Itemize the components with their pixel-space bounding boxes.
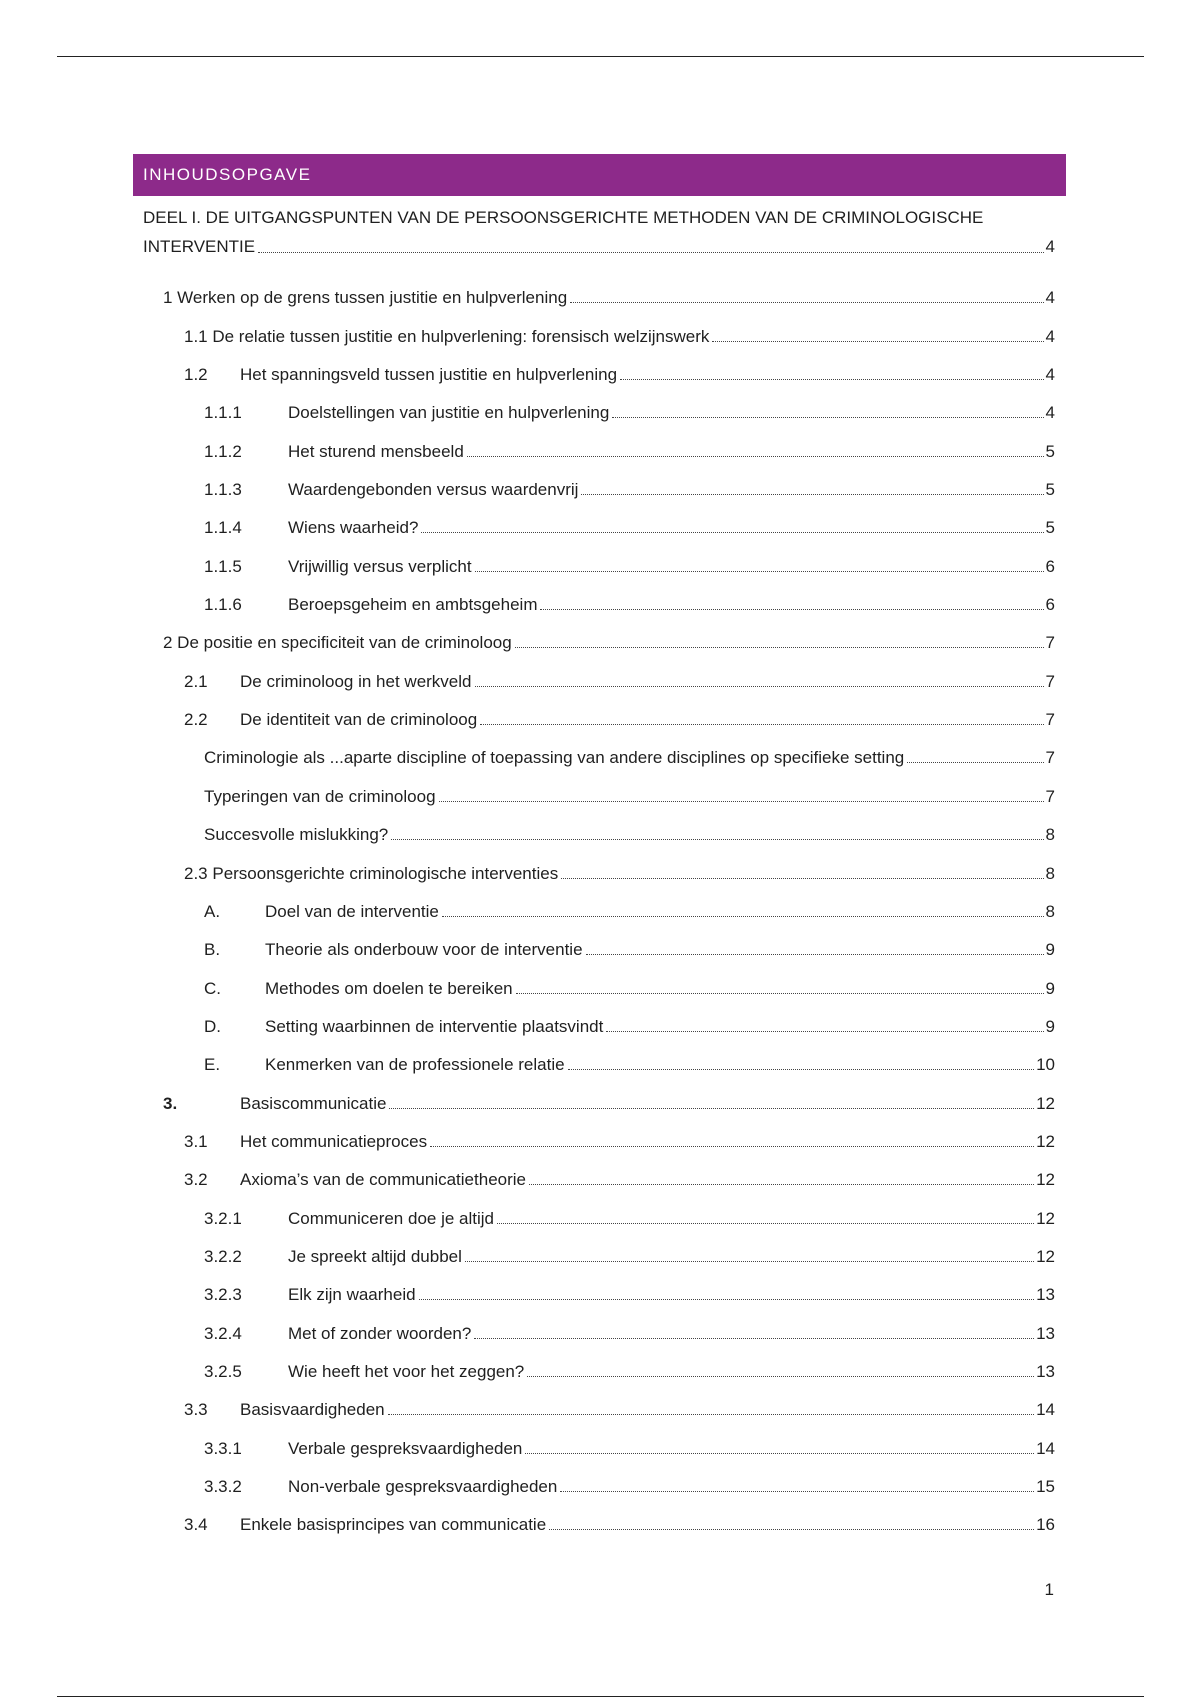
dot-leader <box>568 1069 1035 1070</box>
toc-heading <box>133 154 1066 196</box>
toc-entry[interactable] <box>143 347 1055 385</box>
dot-leader <box>586 954 1044 955</box>
toc-entry-page: 12 <box>1036 1170 1055 1190</box>
toc-entry-title: De criminoloog in het werkveld <box>240 671 472 691</box>
toc-entry-page: 13 <box>1036 1323 1055 1343</box>
toc-entry-title: Methodes om doelen te bereiken <box>265 978 513 998</box>
toc-entry-title: Communiceren doe je altijd <box>288 1208 494 1228</box>
toc-entry-number: E. <box>204 1055 221 1075</box>
toc-entry-page: 8 <box>1045 901 1055 921</box>
dot-leader <box>570 302 1043 303</box>
toc-entry-page: 4 <box>1045 237 1055 256</box>
toc-entry-title: Het sturend mensbeeld <box>288 441 464 461</box>
dot-leader <box>497 1223 1034 1224</box>
toc-entry-title: Theorie als onderbouw voor de interventie <box>265 940 583 960</box>
toc-entry[interactable] <box>143 922 1055 960</box>
toc-entry-page: 12 <box>1036 1131 1055 1151</box>
toc-entry-page: 9 <box>1045 940 1055 960</box>
toc-entry-title: Basiscommunicatie <box>240 1093 387 1113</box>
dot-leader <box>467 456 1044 457</box>
toc-entry-title: Je spreekt altijd dubbel <box>288 1246 462 1266</box>
toc-entry-page: 9 <box>1045 1016 1055 1036</box>
toc-entry-page: 8 <box>1045 863 1055 883</box>
toc-entry-title: 1 Werken op de grens tussen justitie en hulpverlening <box>163 288 568 308</box>
dot-leader <box>480 724 1043 725</box>
toc-entry-title: De identiteit van de criminoloog <box>240 710 478 730</box>
toc-entry[interactable] <box>143 462 1055 500</box>
toc-entry-number: 3.2.3 <box>204 1285 242 1305</box>
toc-entry-number: 1.1.3 <box>204 480 242 500</box>
dot-leader <box>620 379 1043 380</box>
toc-entry-number: 1.2 <box>184 365 208 385</box>
dot-leader <box>529 1184 1034 1185</box>
dot-leader <box>549 1529 1034 1530</box>
toc-entry-page: 10 <box>1036 1055 1055 1075</box>
toc-entry-title: Waardengebonden versus waardenvrij <box>288 480 579 500</box>
toc-entry-page: 4 <box>1045 365 1055 385</box>
toc-entry-title: Wiens waarheid? <box>288 518 419 538</box>
toc-entry-number: 3.2.4 <box>204 1323 242 1343</box>
toc-entry-title-cont: INTERVENTIE <box>143 237 256 256</box>
toc-entry-page: 12 <box>1036 1208 1055 1228</box>
toc-entry-title: Beroepsgeheim en ambtsgeheim <box>288 595 538 615</box>
toc-entry-number: 3.2.5 <box>204 1361 242 1381</box>
dot-leader <box>442 916 1044 917</box>
toc-entry-number: 1.1.4 <box>204 518 242 538</box>
toc-heading-text: INHOUDSOPGAVE <box>143 165 312 184</box>
toc-entry[interactable] <box>143 1114 1055 1152</box>
toc-entry-title: Doelstellingen van justitie en hulpverlening <box>288 403 610 423</box>
toc-entry-number: 2.1 <box>184 671 208 691</box>
dot-leader <box>419 1299 1035 1300</box>
toc-entry-title: Typeringen van de criminoloog <box>204 786 436 806</box>
toc-entry-title: DEEL I. DE UITGANGSPUNTEN VAN DE PERSOONSGERICHTE METHODEN VAN DE CRIMINOLOGISCHE <box>143 208 984 227</box>
toc-entry-page: 15 <box>1036 1477 1055 1496</box>
toc-entry-page: 5 <box>1045 480 1055 500</box>
toc-entry-page: 14 <box>1036 1438 1055 1458</box>
toc-entry[interactable] <box>143 385 1055 423</box>
toc-entry[interactable] <box>143 615 1055 653</box>
toc-entry-number: A. <box>204 901 221 921</box>
toc-entry-number: D. <box>204 1016 221 1036</box>
dot-leader <box>540 609 1043 610</box>
toc-entry-page: 14 <box>1036 1400 1055 1420</box>
toc-entry[interactable] <box>143 1037 1055 1075</box>
toc-entry-page: 13 <box>1036 1285 1055 1305</box>
dot-leader <box>561 878 1043 879</box>
toc-entry-page: 4 <box>1045 326 1055 346</box>
toc-entry-page: 6 <box>1045 595 1055 615</box>
footer-rule <box>57 1696 1144 1697</box>
toc-entry[interactable] <box>143 270 1055 308</box>
toc-entry-number: 3.2 <box>184 1170 208 1190</box>
toc-entry[interactable] <box>143 1459 1055 1497</box>
dot-leader <box>515 647 1044 648</box>
toc-entry-page: 9 <box>1045 978 1055 998</box>
toc-entry-page: 5 <box>1045 441 1055 461</box>
toc-entry-title: Het spanningsveld tussen justitie en hulpverlening <box>240 365 618 385</box>
dot-leader <box>465 1261 1034 1262</box>
toc-entry-number: 1.1.1 <box>204 403 242 423</box>
dot-leader <box>560 1491 1034 1492</box>
toc-entry-number: 3.3.2 <box>204 1477 242 1496</box>
toc-entry[interactable] <box>143 807 1055 845</box>
toc-entry-number: 3.4 <box>184 1515 208 1535</box>
header-rule <box>57 56 1144 57</box>
toc-entry-number: 2.2 <box>184 710 208 730</box>
dot-leader <box>439 801 1044 802</box>
toc-entry-page: 12 <box>1036 1246 1055 1266</box>
toc-entry-title: 2.3 Persoonsgerichte criminologische interventies <box>184 863 559 883</box>
dot-leader <box>258 252 1043 253</box>
toc-entry-title: Basisvaardigheden <box>240 1400 385 1420</box>
toc-entry-page: 12 <box>1036 1093 1055 1113</box>
dot-leader <box>475 686 1044 687</box>
toc-entry-page: 16 <box>1036 1515 1055 1535</box>
toc-entry[interactable] <box>143 960 1055 998</box>
toc-entry-title: Vrijwillig versus verplicht <box>288 556 472 576</box>
toc-entry-title: Criminologie als ...aparte discipline of toepassing van andere disciplines op specifieke setting <box>204 748 905 768</box>
toc-entry[interactable] <box>143 308 1055 346</box>
toc-entry[interactable] <box>143 1344 1055 1382</box>
toc-entry-title: Wie heeft het voor het zeggen? <box>288 1361 525 1381</box>
toc-entry-number: 3.3.1 <box>204 1438 242 1458</box>
toc-entry-page: 8 <box>1045 825 1055 845</box>
dot-leader <box>525 1453 1034 1454</box>
toc-entry-deel[interactable] <box>143 203 1055 261</box>
toc-entry-number: 3. <box>163 1093 178 1113</box>
toc-entry-title: Elk zijn waarheid <box>288 1285 416 1305</box>
toc-entry-title: Succesvolle mislukking? <box>204 825 389 845</box>
toc-entry[interactable] <box>143 1267 1055 1305</box>
toc-entry-number: 3.1 <box>184 1131 208 1151</box>
toc-entry-page: 4 <box>1045 288 1055 308</box>
toc-entry[interactable] <box>143 500 1055 538</box>
dot-leader <box>421 532 1043 533</box>
toc-entry-page: 7 <box>1045 786 1055 806</box>
toc-entry[interactable] <box>143 845 1055 883</box>
toc-entry[interactable] <box>143 1497 1055 1535</box>
table-of-contents <box>143 203 1055 1535</box>
toc-entry-page: 4 <box>1045 403 1055 423</box>
toc-entry[interactable] <box>143 1229 1055 1267</box>
toc-entry[interactable] <box>143 1075 1055 1113</box>
toc-entry[interactable] <box>143 1420 1055 1458</box>
toc-entry-page: 7 <box>1045 671 1055 691</box>
toc-entry-number: 3.2.1 <box>204 1208 242 1228</box>
toc-entry-title: Setting waarbinnen de interventie plaatsvindt <box>265 1016 604 1036</box>
toc-entry[interactable] <box>143 538 1055 576</box>
toc-entry-number: 1.1.2 <box>204 441 242 461</box>
toc-entry-number: 3.2.2 <box>204 1246 242 1266</box>
toc-entry[interactable] <box>143 1305 1055 1343</box>
toc-entry-page: 7 <box>1045 748 1055 768</box>
dot-leader <box>712 341 1043 342</box>
toc-entry-number: C. <box>204 978 221 998</box>
dot-leader <box>606 1031 1043 1032</box>
toc-entry-number: 3.3 <box>184 1400 208 1420</box>
toc-entry-title: 1.1 De relatie tussen justitie en hulpverlening: forensisch welzijnswerk <box>184 326 710 346</box>
toc-entry[interactable] <box>143 692 1055 730</box>
toc-entry-title: Non-verbale gespreksvaardigheden <box>288 1477 558 1496</box>
dot-leader <box>907 762 1043 763</box>
toc-entry-title: Doel van de interventie <box>265 901 439 921</box>
toc-entry-page: 7 <box>1045 710 1055 730</box>
toc-entry[interactable] <box>143 423 1055 461</box>
toc-entry-number: B. <box>204 940 221 960</box>
dot-leader <box>388 1414 1034 1415</box>
dot-leader <box>516 993 1044 994</box>
toc-entry[interactable] <box>143 1190 1055 1228</box>
dot-leader <box>581 494 1043 495</box>
toc-entry-title: Kenmerken van de professionele relatie <box>265 1055 565 1075</box>
dot-leader <box>389 1108 1034 1109</box>
toc-entry-title: Met of zonder woorden? <box>288 1323 472 1343</box>
toc-entry[interactable] <box>143 577 1055 615</box>
dot-leader <box>612 417 1043 418</box>
dot-leader <box>474 1338 1034 1339</box>
toc-entry-page: 6 <box>1045 556 1055 576</box>
dot-leader <box>475 571 1044 572</box>
toc-entry[interactable] <box>143 999 1055 1037</box>
toc-entry-title: 2 De positie en specificiteit van de criminoloog <box>163 633 512 653</box>
toc-entry-number: 1.1.6 <box>204 595 242 615</box>
page-number: 1 <box>1044 1580 1054 1599</box>
toc-entry[interactable] <box>143 730 1055 768</box>
toc-entry-page: 7 <box>1045 633 1055 653</box>
toc-entry-page: 13 <box>1036 1361 1055 1381</box>
toc-entry-title: Verbale gespreksvaardigheden <box>288 1438 523 1458</box>
toc-entry-title: Het communicatieproces <box>240 1131 428 1151</box>
toc-entry-number: 1.1.5 <box>204 556 242 576</box>
toc-entry[interactable] <box>143 653 1055 691</box>
toc-entry-title: Axioma’s van de communicatietheorie <box>240 1170 526 1190</box>
dot-leader <box>527 1376 1034 1377</box>
toc-entry[interactable] <box>143 768 1055 806</box>
dot-leader <box>391 839 1043 840</box>
toc-entry[interactable] <box>143 1382 1055 1420</box>
toc-entry-title: Enkele basisprincipes van communicatie <box>240 1515 547 1535</box>
toc-entry[interactable] <box>143 1152 1055 1190</box>
toc-entry-page: 5 <box>1045 518 1055 538</box>
toc-entry[interactable] <box>143 884 1055 922</box>
dot-leader <box>430 1146 1034 1147</box>
